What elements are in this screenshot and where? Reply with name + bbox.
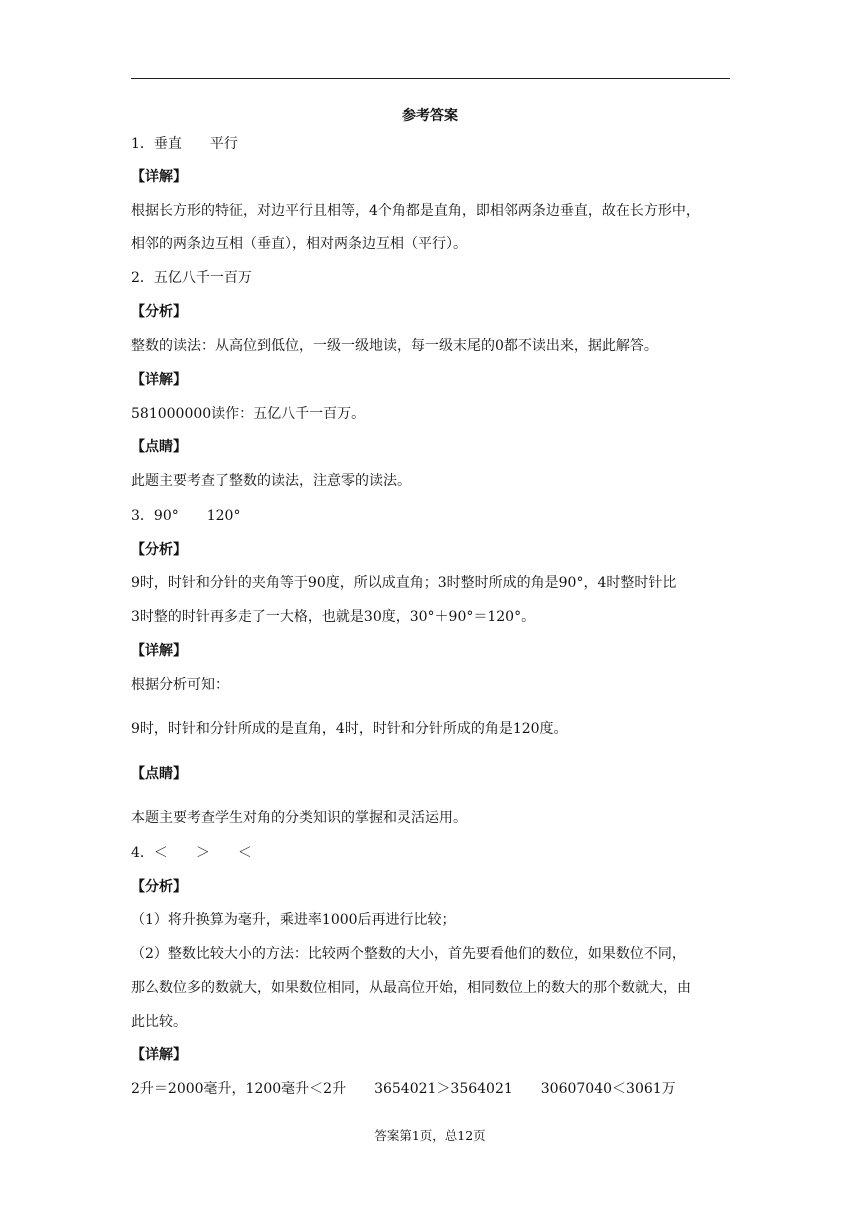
- q2-detail-label: 【详解】: [131, 372, 187, 388]
- q3-comment-label: 【点睛】: [131, 766, 187, 782]
- q2-analysis-line: 整数的读法：从高位到低位，一级一级地读，每一级末尾的0都不读出来，据此解答。: [131, 338, 658, 354]
- q1-detail-line: 相邻的两条边互相（垂直），相对两条边互相（平行）。: [131, 236, 467, 252]
- q4-detail-line: 2升＝2000毫升，1200毫升＜2升 3654021＞3564021 30607040＜3061万: [131, 1081, 676, 1097]
- page-title: 参考答案: [402, 108, 458, 124]
- q4-analysis-label: 【分析】: [131, 879, 187, 895]
- q2-comment-line: 此题主要考查了整数的读法，注意零的读法。: [131, 473, 411, 489]
- q1-detail-label: 【详解】: [131, 169, 187, 185]
- q4-analysis-line: 此比较。: [131, 1014, 187, 1030]
- q3-analysis-line: 3时整的时针再多走了一大格，也就是30度，30°＋90°＝120°。: [131, 609, 536, 625]
- q3-detail-line: 根据分析可知：: [131, 677, 229, 693]
- q4-answer: 4．＜ ＞ ＜: [131, 845, 252, 861]
- page-footer: 答案第1页，总12页: [374, 1128, 486, 1143]
- q4-detail-label: 【详解】: [131, 1047, 187, 1063]
- q3-comment-line: 本题主要考查学生对角的分类知识的掌握和灵活运用。: [131, 810, 467, 826]
- q3-detail-label: 【详解】: [131, 643, 187, 659]
- q1-detail-line: 根据长方形的特征，对边平行且相等，4个角都是直角，即相邻两条边垂直，故在长方形中，: [131, 203, 700, 219]
- q1-answer: 1．垂直 平行: [131, 136, 238, 152]
- q3-analysis-line: 9时，时针和分针的夹角等于90度，所以成直角；3时整时所成的角是90°，4时整时针比: [131, 575, 677, 591]
- q3-analysis-label: 【分析】: [131, 542, 187, 558]
- q4-analysis-line: （2）整数比较大小的方法：比较两个整数的大小，首先要看他们的数位，如果数位不同，: [131, 946, 686, 962]
- q2-analysis-label: 【分析】: [131, 304, 187, 320]
- q3-detail-line: 9时，时针和分针所成的是直角，4时，时针和分针所成的角是120度。: [131, 721, 568, 737]
- header-rule: [131, 78, 730, 79]
- q2-detail-line: 581000000读作：五亿八千一百万。: [131, 406, 366, 422]
- q2-answer: 2．五亿八千一百万: [131, 270, 252, 286]
- q2-comment-label: 【点睛】: [131, 439, 187, 455]
- q4-analysis-line: （1）将升换算为毫升，乘进率1000后再进行比较；: [131, 912, 456, 928]
- q3-answer: 3．90° 120°: [131, 508, 241, 524]
- q4-analysis-line: 那么数位多的数就大，如果数位相同，从最高位开始，相同数位上的数大的那个数就大，由: [131, 980, 691, 996]
